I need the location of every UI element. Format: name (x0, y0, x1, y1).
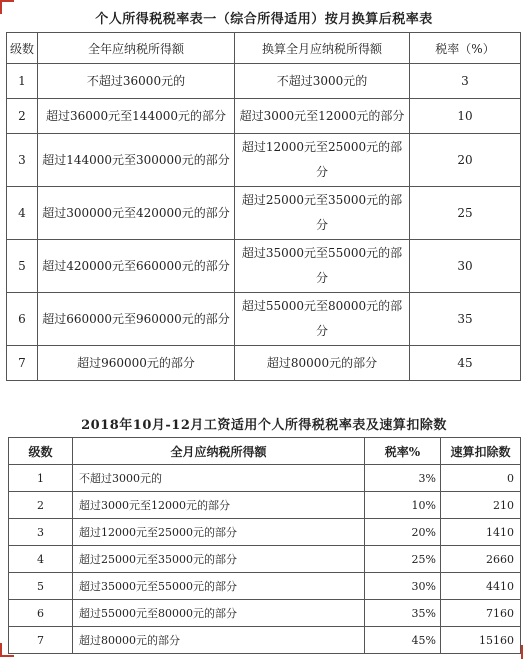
cell-level: 7 (7, 346, 38, 381)
cell-rate: 30 (410, 240, 521, 293)
cell-rate: 45 (410, 346, 521, 381)
cell-monthly-income: 超过12000元至25000元的部分 (235, 134, 410, 187)
cell-rate: 10% (365, 492, 441, 519)
column-header-quick-deduction: 速算扣除数 (441, 438, 521, 465)
cell-monthly-income: 超过35000元至55000元的部分 (235, 240, 410, 293)
cell-monthly-income: 不超过3000元的 (73, 465, 365, 492)
cell-rate: 45% (365, 627, 441, 654)
column-header-rate: 税率% (365, 438, 441, 465)
table-row (7, 187, 521, 240)
table-row (9, 492, 521, 519)
cell-monthly-income: 超过55000元至80000元的部分 (73, 600, 365, 627)
table-row (7, 293, 521, 346)
cell-annual-income: 超过300000元至420000元的部分 (38, 187, 235, 240)
cell-quick-deduction: 1410 (441, 519, 521, 546)
cell-monthly-income: 超过80000元的部分 (235, 346, 410, 381)
cell-level: 7 (9, 627, 73, 654)
table-row (7, 99, 521, 134)
cell-level: 1 (9, 465, 73, 492)
cell-annual-income: 不超过36000元的 (38, 64, 235, 99)
cell-level: 6 (7, 293, 38, 346)
cell-annual-income: 超过960000元的部分 (38, 346, 235, 381)
cell-monthly-income: 超过80000元的部分 (73, 627, 365, 654)
cell-quick-deduction: 7160 (441, 600, 521, 627)
column-header-rate: 税率（%） (410, 33, 521, 64)
cell-level: 2 (9, 492, 73, 519)
cell-level: 5 (9, 573, 73, 600)
corner-mark (521, 645, 523, 659)
cell-level: 3 (7, 134, 38, 187)
table-row (9, 546, 521, 573)
cell-rate: 20% (365, 519, 441, 546)
cell-monthly-income: 超过3000元至12000元的部分 (235, 99, 410, 134)
cell-level: 6 (9, 600, 73, 627)
cell-monthly-income: 超过3000元至12000元的部分 (73, 492, 365, 519)
cell-rate: 25% (365, 546, 441, 573)
column-header-monthly-income: 换算全月应纳税所得额 (235, 33, 410, 64)
cell-level: 5 (7, 240, 38, 293)
cell-monthly-income: 超过25000元至35000元的部分 (235, 187, 410, 240)
corner-mark (0, 655, 14, 657)
cell-quick-deduction: 2660 (441, 546, 521, 573)
table-row (9, 519, 521, 546)
table-row (7, 64, 521, 99)
cell-rate: 3% (365, 465, 441, 492)
corner-mark (0, 643, 2, 657)
annual-tax-rate-table (6, 32, 521, 381)
table-row (9, 627, 521, 654)
cell-level: 1 (7, 64, 38, 99)
cell-level: 4 (7, 187, 38, 240)
table2-title: 2018年10月-12月工资适用个人所得税税率表及速算扣除数 (81, 418, 447, 433)
table-row (7, 346, 521, 381)
cell-annual-income: 超过420000元至660000元的部分 (38, 240, 235, 293)
corner-mark (0, 0, 14, 2)
cell-quick-deduction: 15160 (441, 627, 521, 654)
column-header-level: 级数 (9, 438, 73, 465)
column-header-level: 级数 (7, 33, 38, 64)
cell-rate: 35 (410, 293, 521, 346)
table-header-row (9, 438, 521, 465)
cell-monthly-income: 超过12000元至25000元的部分 (73, 519, 365, 546)
cell-rate: 20 (410, 134, 521, 187)
column-header-monthly-income: 全月应纳税所得额 (73, 438, 365, 465)
table-row (9, 573, 521, 600)
cell-annual-income: 超过36000元至144000元的部分 (38, 99, 235, 134)
table-row (9, 465, 521, 492)
column-header-annual-income: 全年应纳税所得额 (38, 33, 235, 64)
monthly-wage-tax-table (8, 437, 521, 654)
cell-rate: 3 (410, 64, 521, 99)
cell-monthly-income: 超过35000元至55000元的部分 (73, 573, 365, 600)
cell-monthly-income: 超过25000元至35000元的部分 (73, 546, 365, 573)
cell-level: 4 (9, 546, 73, 573)
cell-level: 3 (9, 519, 73, 546)
table-header-row (7, 33, 521, 64)
table-row (7, 134, 521, 187)
cell-rate: 10 (410, 99, 521, 134)
cell-rate: 25 (410, 187, 521, 240)
cell-rate: 30% (365, 573, 441, 600)
cell-annual-income: 超过660000元至960000元的部分 (38, 293, 235, 346)
cell-annual-income: 超过144000元至300000元的部分 (38, 134, 235, 187)
cell-rate: 35% (365, 600, 441, 627)
table-row (9, 600, 521, 627)
cell-quick-deduction: 210 (441, 492, 521, 519)
cell-level: 2 (7, 99, 38, 134)
cell-quick-deduction: 4410 (441, 573, 521, 600)
cell-monthly-income: 不超过3000元的 (235, 64, 410, 99)
cell-quick-deduction: 0 (441, 465, 521, 492)
cell-monthly-income: 超过55000元至80000元的部分 (235, 293, 410, 346)
table-row (7, 240, 521, 293)
table1-title: 个人所得税税率表一（综合所得适用）按月换算后税率表 (95, 12, 433, 27)
